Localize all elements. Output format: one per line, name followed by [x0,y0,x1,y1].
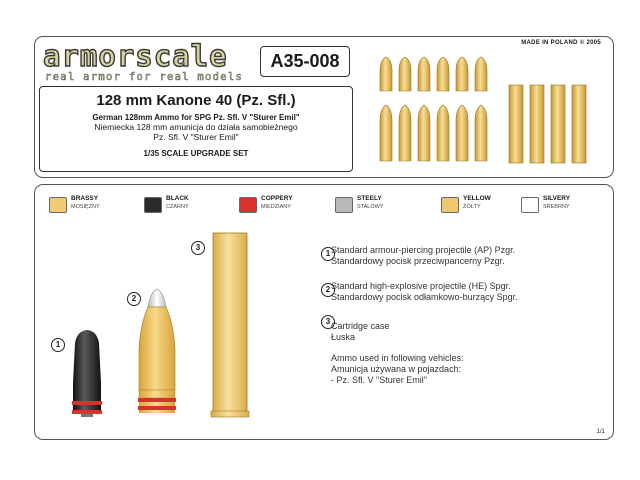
marker-2: 2 [127,292,141,306]
swatch-label-steely: STEELY STALOWY [357,195,384,210]
made-in-label: MADE IN POLAND © 2005 [521,40,601,46]
legend-marker-1: 1 [321,247,335,261]
legend-item-3-en: Cartridge case [331,321,390,331]
shell-part [380,57,392,91]
legend-item-3-pl: Łuska [331,332,356,342]
swatch-label-silvery: SILVERY SREBRNY [543,195,571,210]
marker-1: 1 [51,338,65,352]
shell-part [380,105,392,161]
ap-projectile [72,330,102,417]
ammo-illustration [35,185,315,435]
page-number: 1/1 [596,429,605,435]
shell-part [456,105,468,161]
shell-part [418,105,430,161]
vehicles-note [331,353,464,386]
swatch-label-brassy: BRASSY MOSIĘŻNY [71,195,100,210]
case-part [572,85,586,163]
subtitle-polish-1: Niemiecka 128 mm amunicja do działa samobieżnego [94,122,298,132]
shell-part [475,57,487,91]
legend-item-1-en: Standard armour-piercing projectile (AP) Pzgr. [331,245,516,255]
scale-label: 1/35 SCALE UPGRADE SET [143,149,249,158]
marker-3: 3 [191,241,205,255]
legend-marker-3: 3 [321,315,335,329]
legend-item-1 [331,245,515,267]
swatch-label-black: BLACK CZARNY [166,195,189,210]
legend-item-2-en: Standard high-explosive projectile (HE) Spgr. [331,281,511,291]
swatch-label-coppery: COPPERY MIEDZIANY [261,195,293,210]
product-code: A35-008 [260,46,350,77]
shell-part [399,57,411,91]
swatch-silvery [521,197,539,213]
vehicle-item: - Pz. Sfl. V "Sturer Emil" [331,375,427,385]
vehicles-heading-pl: Amunicja używana w pojazdach: [331,364,462,374]
case-part [509,85,523,163]
product-parts-illustration [370,51,605,171]
header-panel [34,36,614,178]
shell-part [437,57,449,91]
he-projectile [138,289,176,413]
subtitle-polish-2: Pz. Sfl. V "Sturer Emil" [153,132,239,142]
shell-part [418,57,430,91]
product-title: 128 mm Kanone 40 (Pz. Sfl.) [96,92,296,109]
vehicles-heading-en: Ammo used in following vehicles: [331,353,464,363]
cartridge-case [211,233,249,417]
legend-item-3 [331,321,390,343]
legend-item-2 [331,281,518,303]
shell-part [456,57,468,91]
swatch-label-yellow: YELLOW ŻÓŁTY [463,195,491,210]
legend-item-2-pl: Standardowy pocisk odłamkowo-burzący Spgr. [331,292,518,302]
legend-marker-2: 2 [321,283,335,297]
legend-item-1-pl: Standardowy pocisk przeciwpancerny Pzgr. [331,256,505,266]
shell-part [437,105,449,161]
swatch-steely [335,197,353,213]
brand-logo: armorscale [43,39,228,73]
subtitle-english: German 128mm Ammo for SPG Pz. Sfl. V "Sturer Emil" [92,113,300,122]
swatch-yellow [441,197,459,213]
title-box [39,86,353,172]
case-part [551,85,565,163]
case-part [530,85,544,163]
instructions-panel [34,184,614,440]
shell-part [399,105,411,161]
brand-slogan: real armor for real models [45,71,244,83]
shell-part [475,105,487,161]
